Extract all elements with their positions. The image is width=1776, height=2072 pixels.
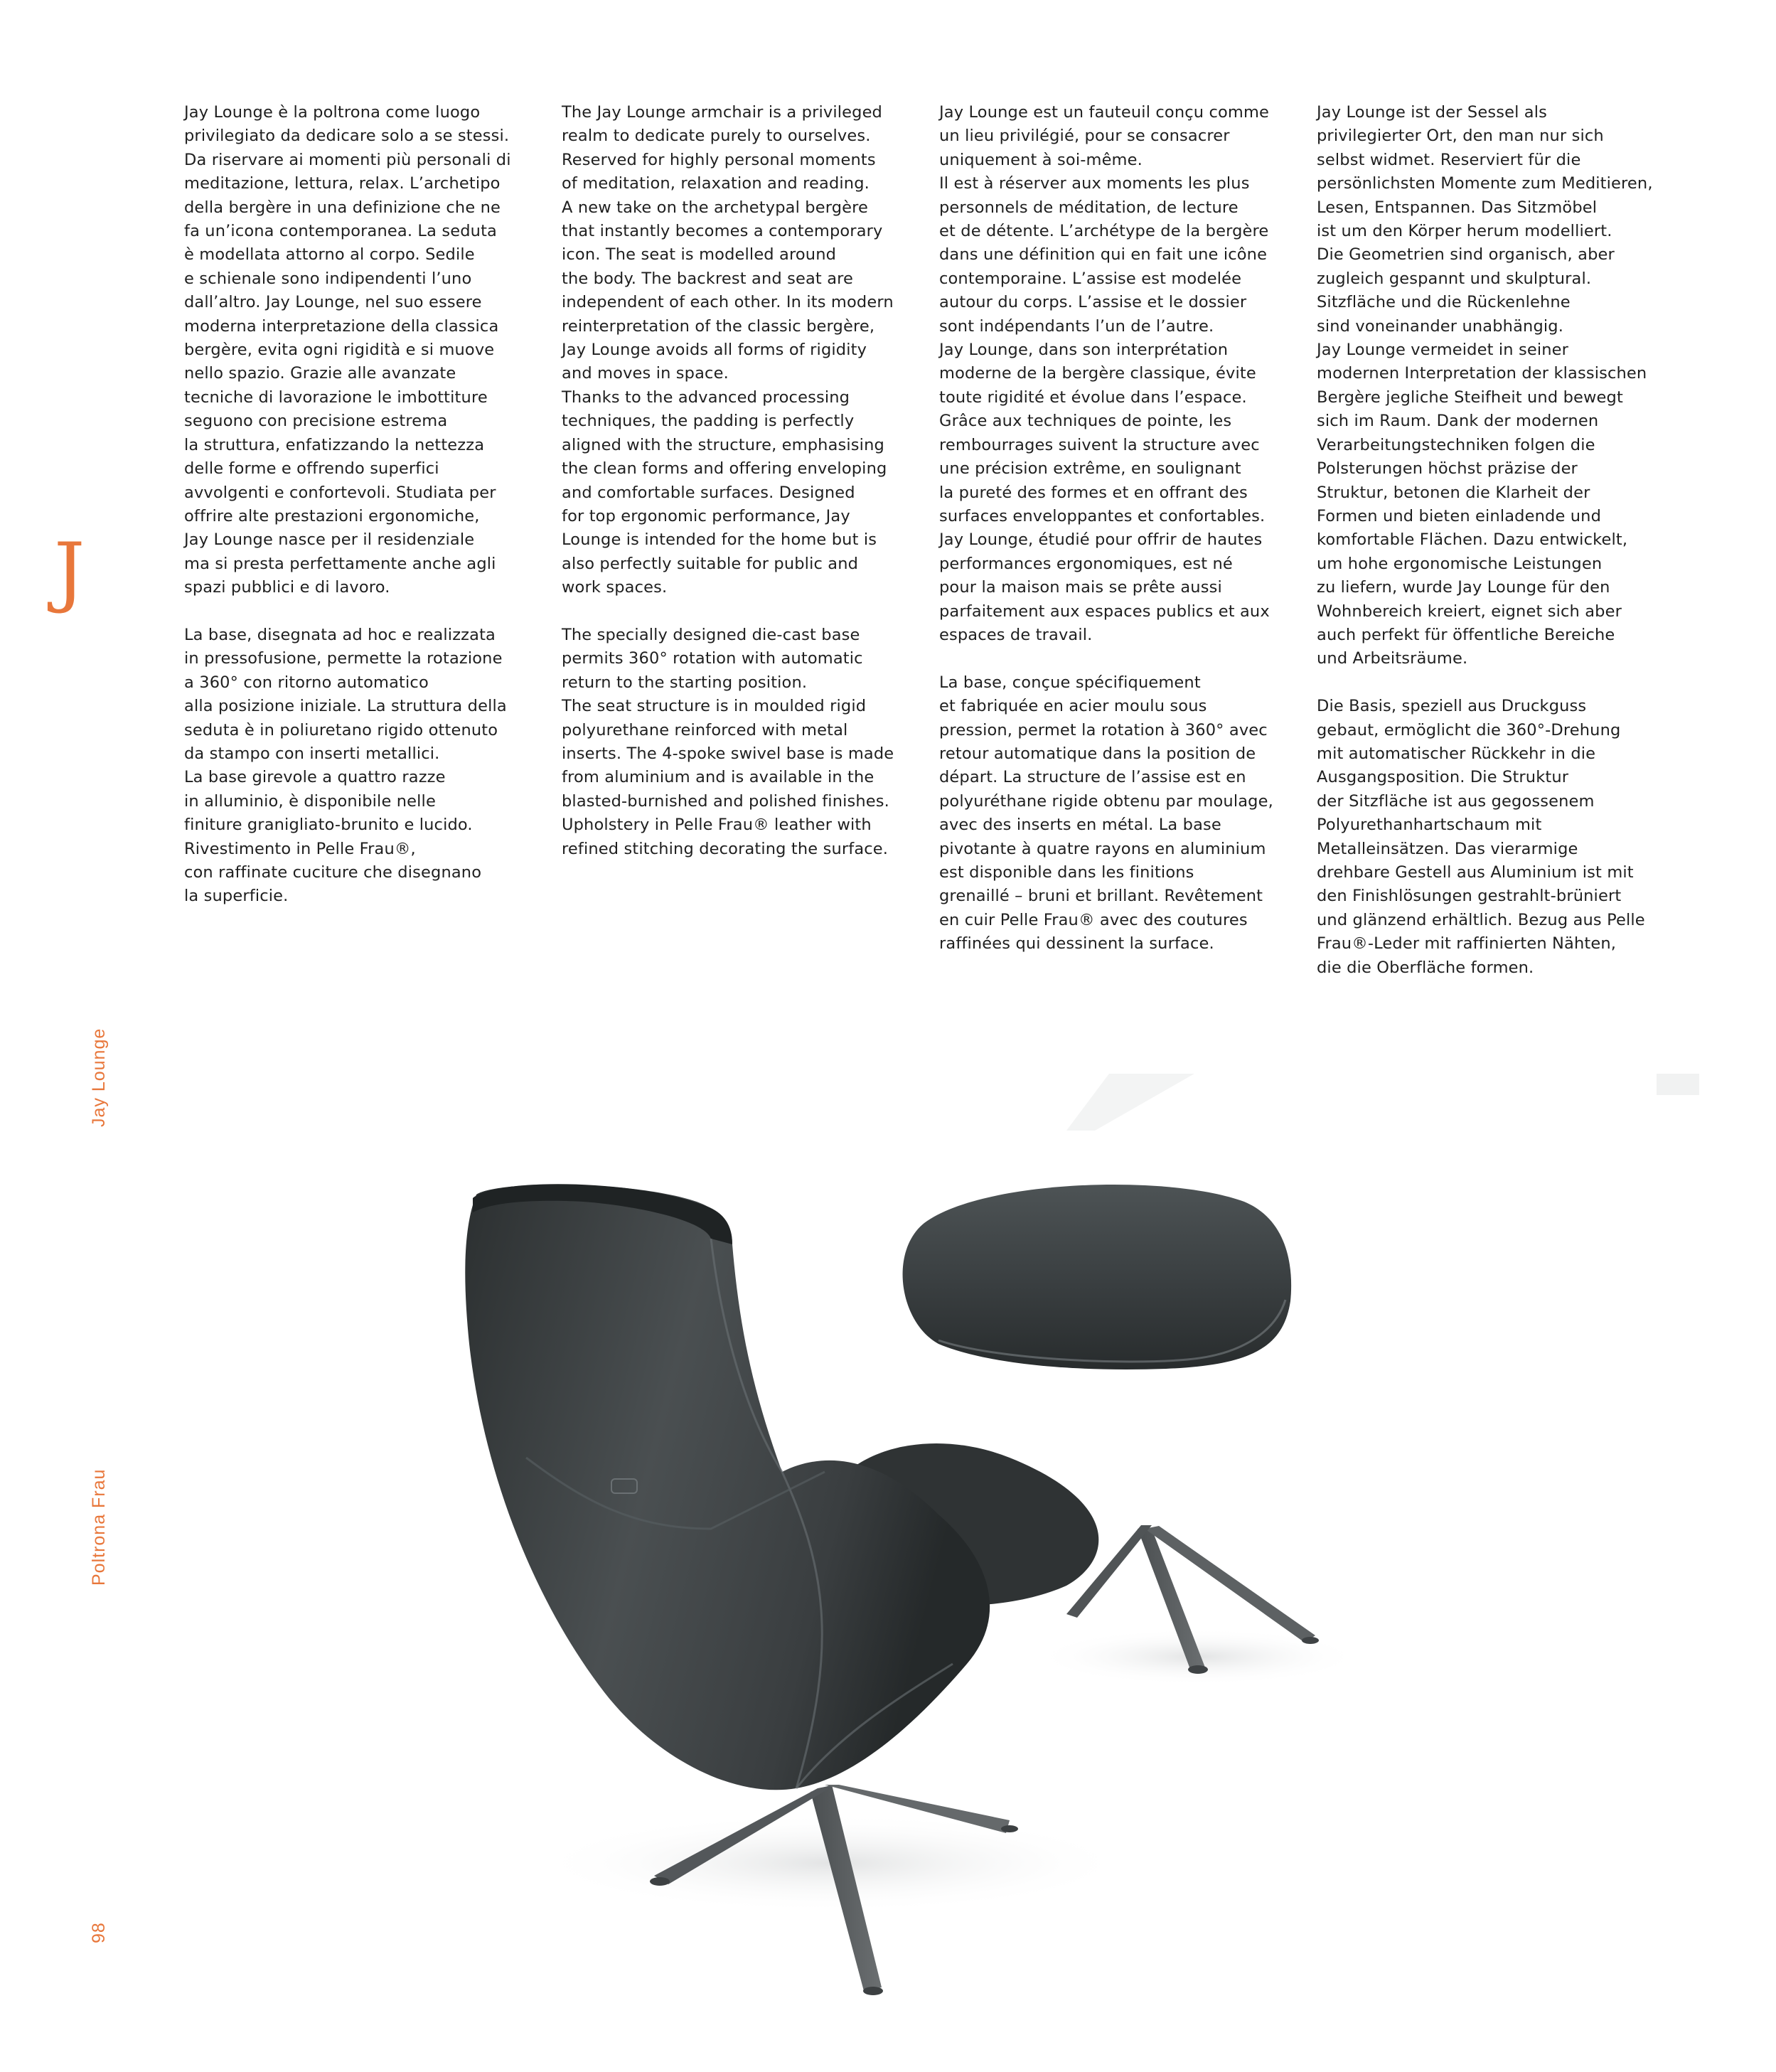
ottoman-cushion	[903, 1185, 1292, 1369]
paragraph-fr-1: Jay Lounge est un fauteuil conçu comme un lieu privilégié, pour se consacrer uniquement à soi-même. Il est à réserver aux moments les plus personnels de méditation, de lecture et de détente. L’archétype de la bergère dans une définition qui en fait une icône contemporaine. L’assise est modelée autour du corps. L’assise et le dossier sont indépendants l’un de l’autre. Jay Lounge, dans son interprétation moderne de la bergère classique, évite toute rigidité et évolue dans l’espace. Grâce aux techniques de pointe, les rembourrages suivent la structure avec une précision extrême, en soulignant la pureté des formes et en offrant des surfaces enveloppantes et confortables. Jay Lounge, étudié pour offrir de hautes performances ergonomiques, est né pour la maison mais se prête aussi parfaitement aux espaces publics et aux espaces de travail.	[939, 103, 1270, 644]
chapter-initial: J	[54, 527, 85, 616]
paragraph-en-1: The Jay Lounge armchair is a privileged realm to dedicate purely to ourselves. Reserved for highly personal moments of meditation, relaxation and reading. A new take on the archetypal bergère that instantly becomes a contemporary icon. The seat is modelled around the body. The backrest and seat are independent of each other. In its modern reinterpretation of the classic bergère, Jay Lounge avoids all forms of rigidity and moves in space. Thanks to the advanced processing techniques, the padding is perfectly aligned with the structure, emphasising the clean forms and offering enveloping and comfortable surfaces. Designed for top ergonomic performance, Jay Lounge is intended for the home but is also perfectly suitable for public and work spaces.	[562, 103, 894, 597]
paragraph-it-1: Jay Lounge è la poltrona come luogo privilegiato da dedicare solo a se stessi. Da riservare ai momenti più personali di meditazione, lettura, relax. L’archetipo della bergère in una definizione che ne fa un’icona contemporanea. La seduta è modellata attorno al corpo. Sedile e schienale sono indipendenti l’uno dall’altro. Jay Lounge, nel suo essere moderna interpretazione della classica bergère, evita ogni rigidità e si muove nello spazio. Grazie alle avanzate tecniche di lavorazione le imbottiture seguono con precisione estrema la struttura, enfatizzando la nettezza delle forme e offrendo superfici avvolgenti e confortevoli. Studiata per offrire alte prestazioni ergonomiche, Jay Lounge nasce per il residenziale ma si presta perfettamente anche agli spazi pubblici e di lavoro.	[184, 103, 511, 597]
section-title: Jay Lounge	[89, 1027, 109, 1127]
light-streak	[1657, 1074, 1699, 1095]
paragraph-de-2: Die Basis, speziell aus Druckguss gebaut, ermöglicht die 360°-Drehung mit automatischer Rückkehr in die Ausgangsposition. Die Struktur der Sitzfläche ist aus gegossenem Polyurethanhartschaum mit Metalleinsätzen. Das vierarmige drehbare Gestell aus Aluminium ist mit den Finishlösungen gestrahlt-brüniert und glänzend erhältlich. Bezug aus Pelle Frau®-Leder mit raffinierten Nähten, die die Oberfläche formen.	[1317, 697, 1645, 977]
brand-name: Poltrona Frau	[89, 1468, 109, 1586]
paragraph-fr-2: La base, conçue spécifiquement et fabriquée en acier moulu sous pression, permet la rotation à 360° avec retour automatique dans la position de départ. La structure de l’assise est en polyuréthane rigide obtenu par moulage, avec des inserts en métal. La base pivotante à quatre rayons en aluminium est disponible dans les finitions grenaillé – bruni et brillant. Revêtement en cuir Pelle Frau® avec des coutures raffinées qui dessinent la surface.	[939, 673, 1273, 954]
text-column-italian	[184, 101, 531, 909]
lounge-chair-photo	[398, 1074, 1699, 2041]
paragraph-it-2: La base, disegnata ad hoc e realizzata in pressofusione, permette la rotazione a 360° con ritorno automatico alla posizione iniziale. La struttura della seduta è in poliuretano rigido ottenuto da stampo con inserti metallici. La base girevole a quattro razze in alluminio, è disponibile nelle finiture granigliato-brunito e lucido. Rivestimento in Pelle Frau®, con raffinate cuciture che disegnano la superficie.	[184, 625, 507, 906]
text-column-english	[562, 101, 909, 861]
paragraph-en-2: The specially designed die-cast base permits 360° rotation with automatic return to the starting position. The seat structure is in moulded rigid polyurethane reinforced with metal inserts. The 4-spoke swivel base is made from aluminium and is available in the blasted-burnished and polished finishes. Upholstery in Pelle Frau® leather with refined stitching decorating the surface.	[562, 625, 894, 858]
text-column-french	[939, 101, 1286, 956]
text-column-german	[1317, 101, 1664, 980]
page-number: 98	[89, 1922, 109, 1943]
light-streak	[1066, 1074, 1194, 1131]
paragraph-de-1: Jay Lounge ist der Sessel als privilegierter Ort, den man nur sich selbst widmet. Reserviert für die persönlichsten Momente zum Meditieren, Lesen, Entspannen. Das Sitzmöbel ist um den Körper herum modelliert. Die Geometrien sind organisch, aber zugleich gespannt und skulptural. Sitzfläche und die Rückenlehne sind voneinander unabhängig. Jay Lounge vermeidet in seiner modernen Interpretation der klassischen Bergère jegliche Steifheit und bewegt sich im Raum. Dank der modernen Verarbeitungstechniken folgen die Polsterungen höchst präzise der Struktur, betonen die Klarheit der Formen und bieten einladende und komfortable Flächen. Dazu entwickelt, um hohe ergonomische Leistungen zu liefern, wurde Jay Lounge für den Wohnbereich kreiert, eignet sich aber auch perfekt für öffentliche Bereiche und Arbeitsräume.	[1317, 103, 1653, 668]
